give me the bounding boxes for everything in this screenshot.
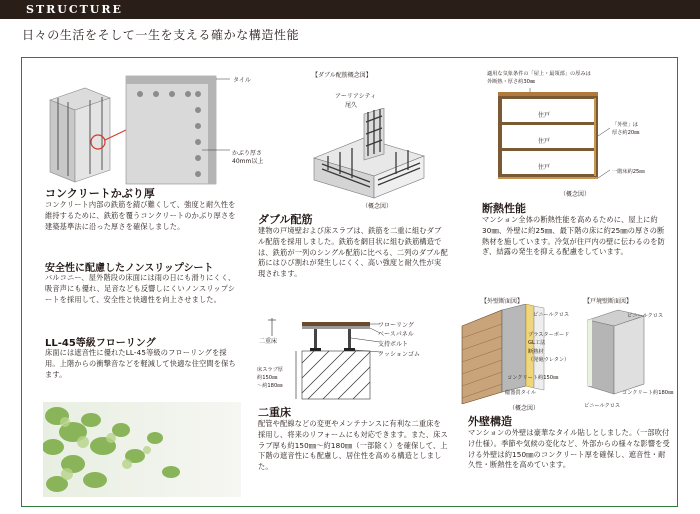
label-room-1: 住戸 — [538, 112, 551, 119]
insulation-diagram — [490, 88, 615, 188]
label-slab-value: 約150㎜ — [257, 375, 278, 381]
nonslip-title: 安全性に配慮したノンスリップシート — [45, 263, 214, 274]
insulation-note-2: 外断熱・厚さ約30㎜ — [487, 79, 536, 85]
label-rebar-area-2: 尾久 — [345, 102, 358, 109]
double-floor-body: 配管や配線などの変更やメンテナンスに有利な二重床を採用し、将来のリフォームにも対応できます。また、床スラブ厚も約150㎜～約180㎜（一部除く）を確保して、上下階の遮音性にも配慮し、居住性を高める構造としました。 — [258, 419, 448, 472]
label-room-3: 住戸 — [538, 164, 551, 171]
label-plasterboard: プラスターボード — [528, 332, 570, 338]
label-vinyl-cross: ビニールクロス — [533, 312, 570, 318]
double-rebar-caption: （概念図） — [362, 203, 393, 210]
label-exterior-wall: 「外壁」は — [612, 122, 638, 128]
label-porcelain-tile: 磁器質タイル — [505, 390, 537, 396]
rebar-cover-title: コンクリートかぶり厚 — [45, 187, 155, 200]
double-rebar-title: ダブル配筋 — [258, 213, 313, 226]
label-support-bolt: 支持ボルト — [378, 341, 409, 348]
flooring-body: 床面には遮音性に優れたLL-45等級のフローリングを採用。上階からの衝撃音などを軽減して快適な住空間を保ちます。 — [45, 348, 236, 379]
double-rebar-diagram — [304, 108, 434, 200]
label-double-floor: 二重床 — [259, 338, 278, 345]
label-vinyl-cross-3: ビニールクロス — [584, 403, 621, 409]
exterior-caption: （概念図） — [509, 405, 540, 412]
label-insulation-material-2: （発砲ウレタン） — [528, 357, 570, 363]
label-tile: タイル — [233, 77, 251, 84]
label-gl-method: GL工法 — [528, 340, 546, 346]
rebar-cover-illustration — [40, 70, 255, 188]
label-vinyl-cross-2: ビニールクロス — [627, 313, 664, 319]
label-cushion-rubber: クッションゴム — [378, 351, 420, 358]
outer-wall-diagram-title: 【外壁断面図】 — [481, 298, 524, 305]
label-rebar-area: アーリアシティ — [335, 93, 377, 100]
double-rebar-diagram-title: 【ダブル配筋概念図】 — [312, 72, 372, 79]
insulation-title: 断熱性能 — [482, 202, 526, 215]
party-wall-diagram-title: 【戸境壁断面図】 — [584, 298, 633, 305]
page-title: 日々の生活をそして一生を支える確かな構造性能 — [22, 28, 300, 42]
plant-photo — [43, 402, 241, 497]
party-wall-diagram — [584, 306, 654, 396]
section-header-bar — [0, 0, 700, 19]
label-floor-insulation: 一階床約25㎜ — [612, 169, 645, 175]
double-floor-title: 二重床 — [258, 406, 291, 419]
label-base-panel: ベースパネル — [378, 331, 414, 338]
label-concrete-150: コンクリート約150㎜ — [507, 375, 559, 381]
double-rebar-body: 建物の戸境壁および床スラブは、鉄筋を二重に組むダブル配筋を採用しました。鉄筋を網目状に組む鉄筋構造では、鉄筋が一列のシングル配筋に比べる、二列のダブル配筋にはひび割れが発生しにくく、高い強度と耐久性が実現されます。 — [258, 226, 448, 279]
label-exterior-wall-value: 厚さ約20㎜ — [612, 130, 640, 136]
flooring-title: LL-45等級フローリング — [45, 338, 156, 349]
label-cover-thickness: かぶり厚さ — [232, 150, 263, 157]
double-floor-diagram — [264, 318, 444, 404]
label-flooring: フローリング — [378, 322, 414, 329]
insulation-note-1: 適用な気象条件の「屋上・最領部」の厚みは — [487, 71, 591, 77]
section-label: STRUCTURE — [26, 3, 123, 16]
label-insulation-material: 断熱材 — [528, 349, 544, 355]
label-slab-thickness: 床スラブ厚 — [257, 367, 283, 373]
exterior-title: 外壁構造 — [468, 415, 512, 428]
label-room-2: 住戸 — [538, 138, 551, 145]
exterior-body: マンションの外壁は豪華なタイル貼しとしました。（一部吹付け仕様）。季節や気候の変化など、外部からの様々な影響を受ける外壁は約150㎜のコンクリート厚を確保し、遮音性・耐久性・断熱性を高めています。 — [468, 428, 670, 470]
label-cover-value: 40mm以上 — [232, 158, 264, 165]
insulation-caption: （概念図） — [560, 191, 591, 198]
label-slab-value-2: ～約180㎜ — [257, 383, 283, 389]
insulation-body: マンション全体の断熱性能を高めるために、屋上に約30㎜、外壁に約25㎜、最下階の床に約25㎜の厚さの断熱材を施しています。冷気が住戸内の壁に伝わるのを防ぎ、結露の発生を抑える配慮をしています。 — [482, 215, 665, 257]
label-concrete-180: コンクリート約180㎜ — [622, 390, 674, 396]
rebar-cover-body: コンクリート内部の鉄筋を錆び難くして、強度と耐久性を維持するために、鉄筋を覆うコンクリートのかぶり厚さを建築基準法に沿った厚さを確保しました。 — [45, 200, 236, 231]
nonslip-body: バルコニー、屋外階段の床面には雨の日にも滑りにくく、吸音声にも優れ、足音なども反響しにくいノンスリップシートを採用して、安全性と快適性を向上させました。 — [45, 273, 236, 304]
